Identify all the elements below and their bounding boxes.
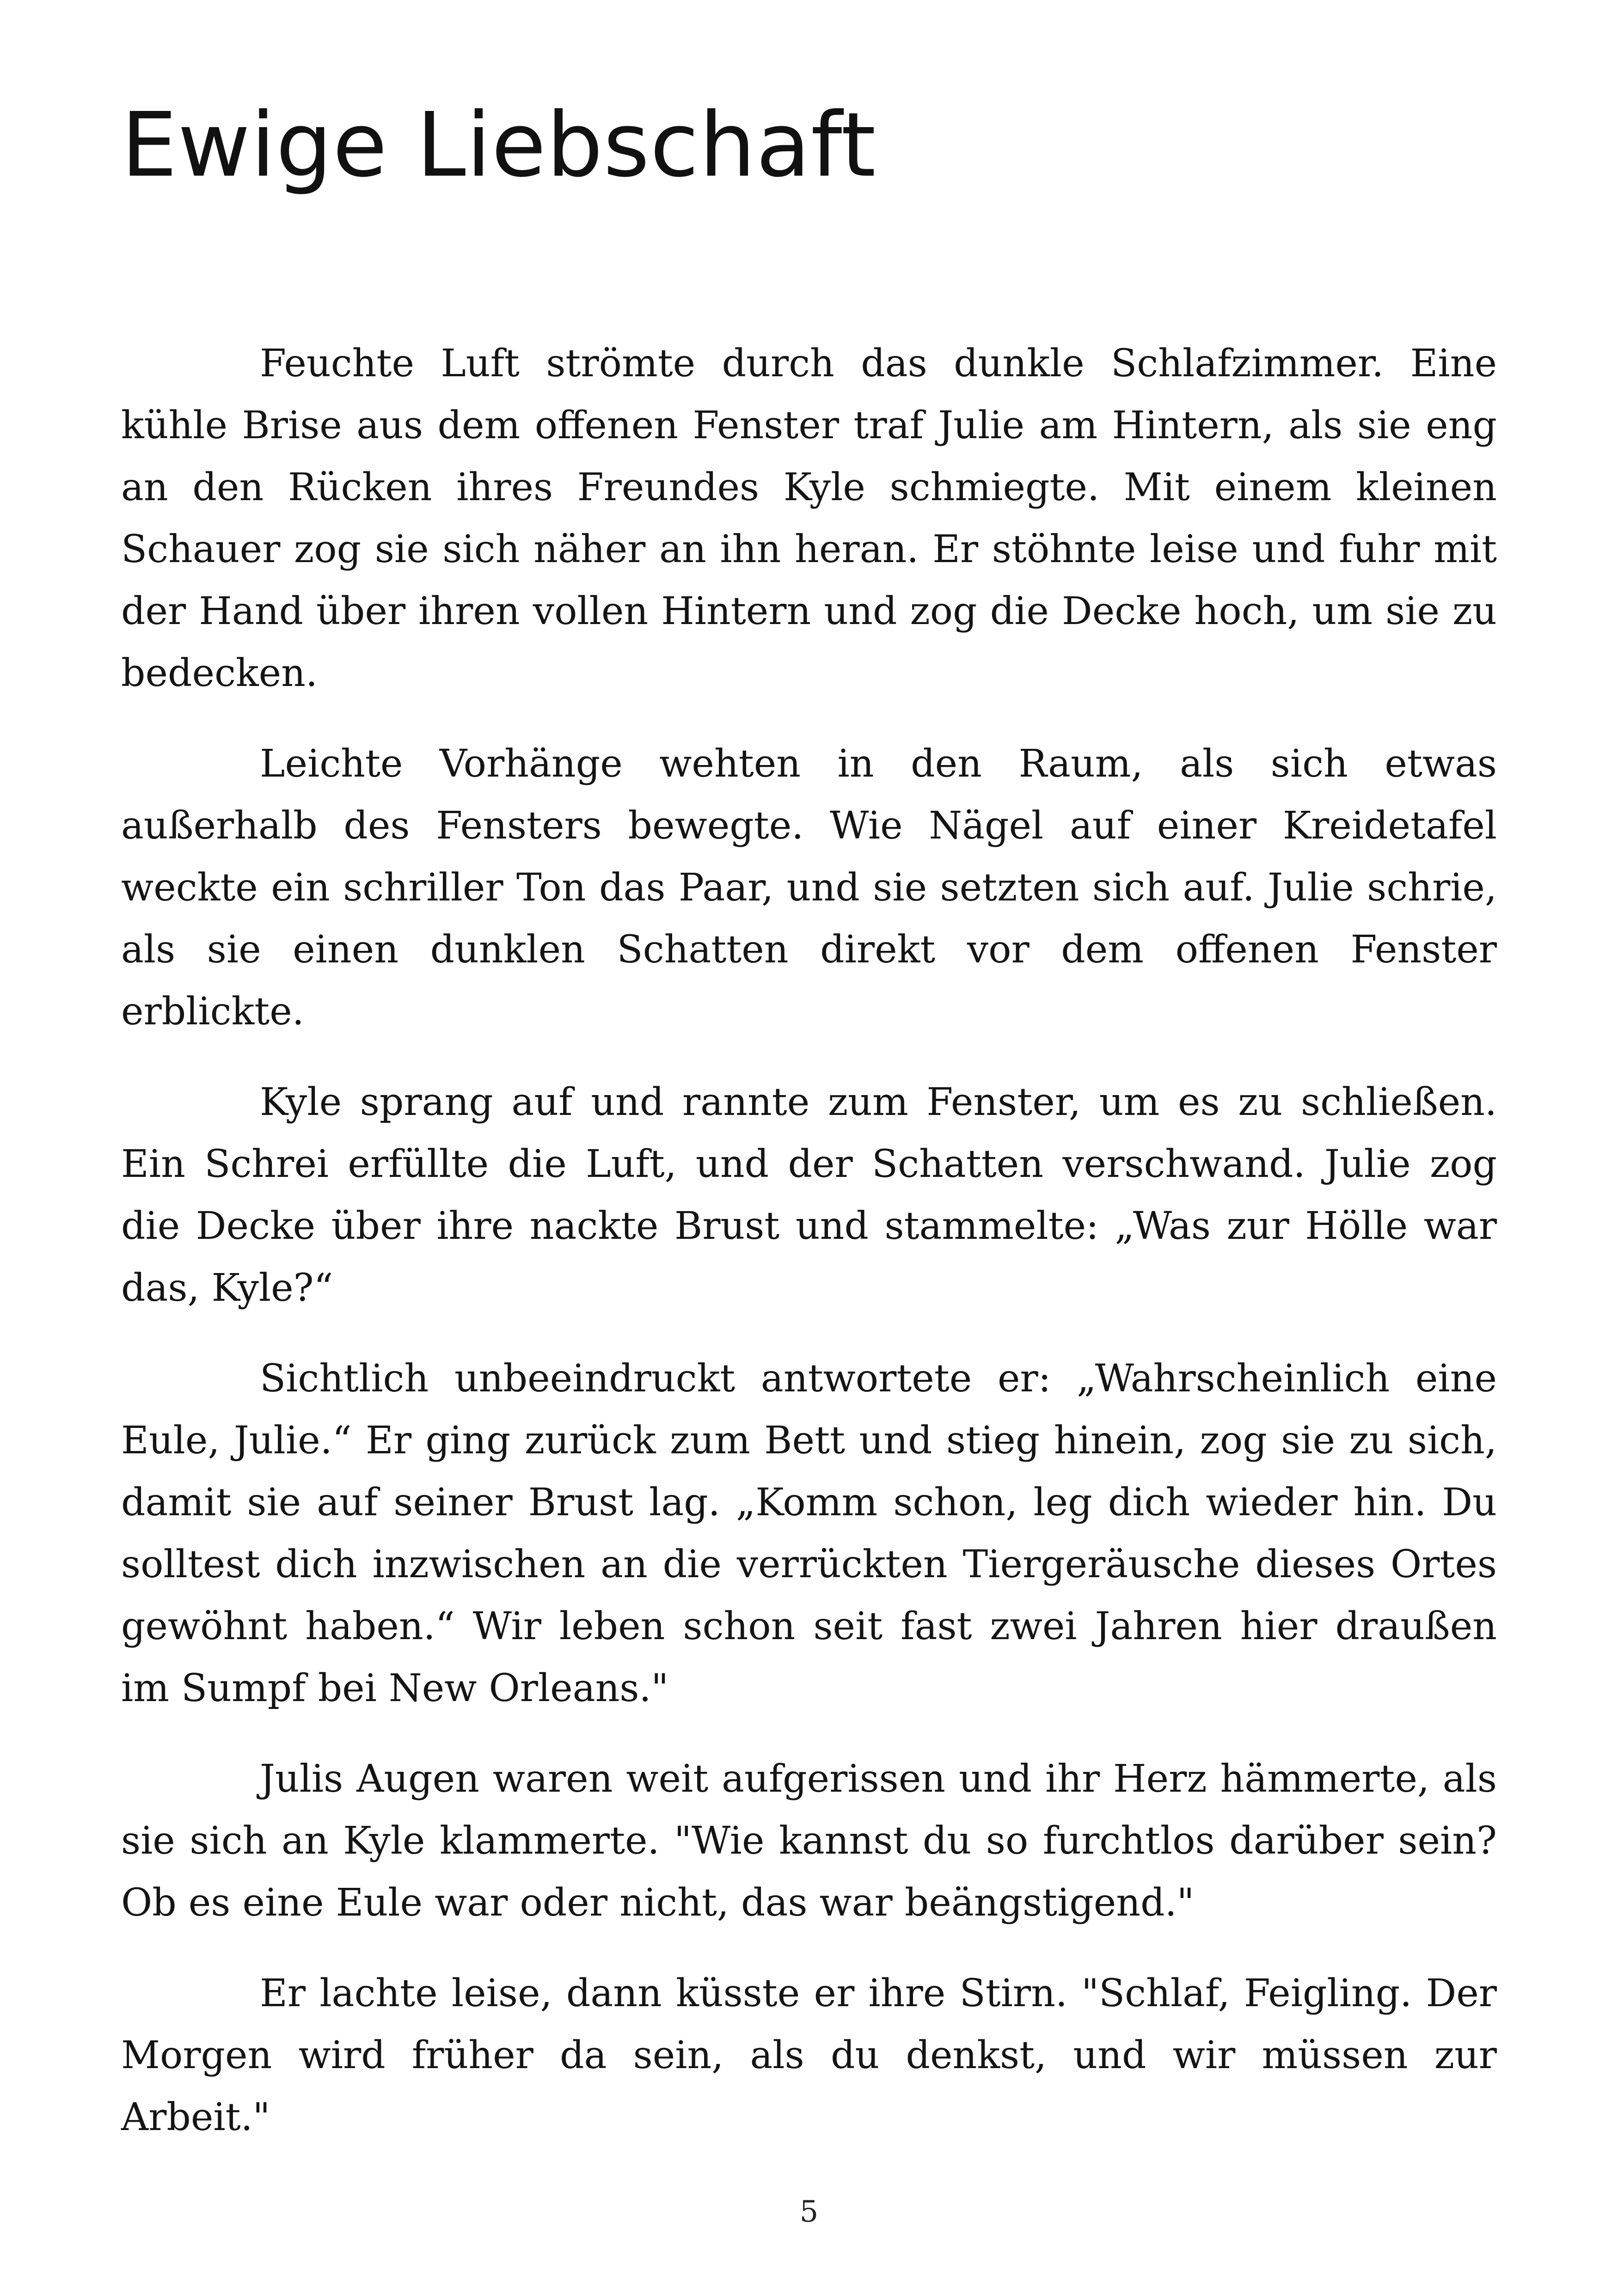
paragraph-1: Feuchte Luft strömte durch das dunkle Schlafzimmer. Eine kühle Brise aus dem offenen Fenster traf Julie am Hintern, als sie eng an den Rücken ihres Freundes Kyle schmiegte. Mit einem kleinen Schauer zog sie sich näher an ihn heran. Er stöhnte leise und fuhr mit der Hand über ihren vollen Hintern und zog die Decke hoch, um sie zu bedecken.: [121, 342, 1497, 695]
paragraph-6: Er lachte leise, dann küsste er ihre Stirn. "Schlaf, Feigling. Der Morgen wird früher da sein, als du denkst, und wir müssen zur Arbeit.": [121, 1971, 1497, 2139]
chapter-body: [121, 333, 1497, 2177]
chapter-title: Ewige Liebschaft: [121, 94, 876, 197]
page-number: 5: [799, 2195, 819, 2229]
paragraph-4: Sichtlich unbeeindruckt antwortete er: „Wahrscheinlich eine Eule, Julie.“ Er ging zurück zum Bett und stieg hinein, zog sie zu sich, damit sie auf seiner Brust lag. „Komm schon, leg dich wieder hin. Du solltest dich inzwischen an die verrückten Tiergeräusche dieses Ortes gewöhnt haben.“ Wir leben schon seit fast zwei Jahren hier draußen im Sumpf bei New Orleans.": [121, 1357, 1497, 1710]
paragraph-5: Julis Augen waren weit aufgerissen und ihr Herz hämmerte, als sie sich an Kyle klammerte. "Wie kannst du so furchtlos darüber sein? Ob es eine Eule war oder nicht, das war beängstigend.": [121, 1757, 1497, 1925]
paragraph-3: Kyle sprang auf und rannte zum Fenster, um es zu schließen. Ein Schrei erfüllte die Luft, und der Schatten verschwand. Julie zog die Decke über ihre nackte Brust und stammelte: „Was zur Hölle war das, Kyle?“: [121, 1080, 1497, 1310]
paragraph-2: Leichte Vorhänge wehten in den Raum, als sich etwas außerhalb des Fensters bewegte. Wie Nägel auf einer Kreidetafel weckte ein schriller Ton das Paar, und sie setzten sich auf. Julie schrie, als sie einen dunklen Schatten direkt vor dem offenen Fenster erblickte.: [121, 742, 1497, 1034]
